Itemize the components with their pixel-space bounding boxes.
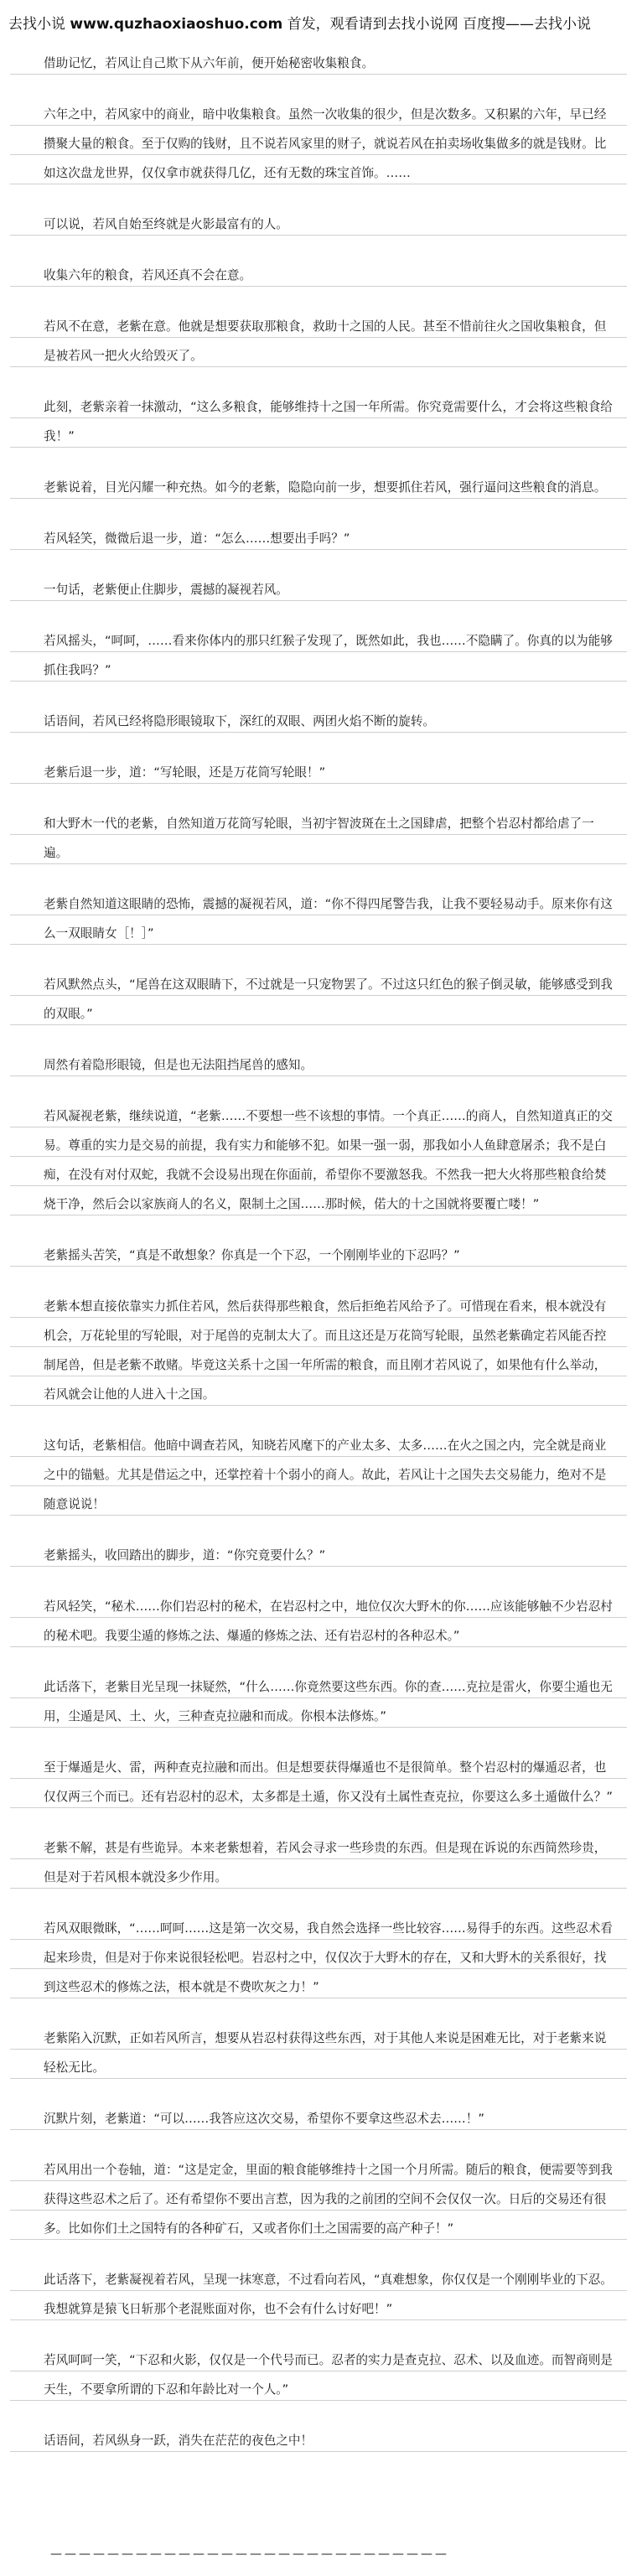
site-url-link[interactable]: www.quzhaoxiaoshuo.com [70, 16, 283, 33]
paragraph: 老紫说着，目光闪耀一种充热。如今的老紫，隐隐向前一步，想要抓住若风，强行逼问这些粮食的消息。 [10, 473, 627, 502]
paragraph: 若风摇头，“呵呵，……看来你体内的那只红猴子发现了，既然如此，我也……不隐瞒了。你真的以为能够抓住我吗？” [10, 626, 627, 685]
paragraph: 老紫本想直接依靠实力抓住若风，然后获得那些粮食，然后拒绝若风给予了。可惜现在看来，根本就没有机会，万花轮里的写轮眼，对于尾兽的克制太大了。而且这还是万花筒写轮眼，虽然老紫确定若风能否控制尾兽，但是老紫不敢赌。毕竟这关系十之国一年所需的粮食，而且刚才若风说了，如果他有什么举动，若风就会让他的人进入十之国。 [10, 1292, 627, 1409]
paragraph: 老紫摇头，收回踏出的脚步，道：“你究竟要什么？” [10, 1541, 627, 1570]
paragraph: 若风不在意，老紫在意。他就是想要获取那粮食，救助十之国的人民。甚至不惜前往火之国收集粮食，但是被若风一把火火给毁灭了。 [10, 312, 627, 371]
paragraph: 若风双眼微眯，“……呵呵……这是第一次交易，我自然会选择一些比较容……易得手的东西。这些忍术看起来珍贵，但是对于你来说很轻松吧。岩忍村之中，仅仅次于大野木的存在，又和大野木的关系很好，找到这些忍术的修炼之法，根本就是不费吹灰之力！” [10, 1914, 627, 2002]
footer-divider: ———————————————————————————— [50, 2547, 449, 2561]
site-header-banner [8, 10, 629, 39]
paragraph: 老紫不解，甚是有些诡异。本来老紫想着，若风会寻求一些珍贵的东西。但是现在诉说的东西简然珍贵，但是对于若风根本就没多少作用。 [10, 1833, 627, 1892]
paragraph: 老紫后退一步，道：“写轮眼，还是万花筒写轮眼！” [10, 758, 627, 787]
paragraph: 这句话，老紫相信。他暗中调查若风，知晓若风麾下的产业太多、太多……在火之国之内，完全就是商业之中的锚魁。尤其是借运之中，还掌控着十个弱小的商人。故此，若风让十之国失去交易能力，绝对不是随意说说！ [10, 1431, 627, 1519]
paragraph: 至于爆遁是火、雷，两种查克拉融和而出。但是想要获得爆遁也不是很简单。整个岩忍村的爆遁忍者，也仅仅两三个而已。还有岩忍村的忍术，太多都是土遁，你又没有土属性查克拉，你要这么多土遁做什么？” [10, 1753, 627, 1811]
paragraph: 老紫摇头苦笑，“真是不敢想象？你真是一个下忍，一个刚刚毕业的下忍吗？” [10, 1241, 627, 1270]
paragraph: 若风呵呵一笑，“下忍和火影，仅仅是一个代号而已。忍者的实力是查克拉、忍术、以及血迹。而智商则是天生，不要拿所谓的下忍和年龄比对一个人。” [10, 2345, 627, 2404]
paragraph: 话语间，若风纵身一跃，消失在茫茫的夜色之中！ [10, 2426, 627, 2455]
paragraph: 六年之中，若风家中的商业，暗中收集粮食。虽然一次收集的很少，但是次数多。又积累的六年，早已经攒聚大量的粮食。至于仅购的钱财，且不说若风家里的财子，就说若风在拍卖场收集做多的就是钱财。比如这次盘龙世界，仅仅拿市就获得几亿，还有无数的珠宝首饰。…… [10, 100, 627, 188]
header-suffix: 首发，观看请到去找小说网 百度搜——去找小说 [282, 16, 591, 33]
paragraph: 一句话，老紫便止住脚步，震撼的凝视若风。 [10, 575, 627, 604]
header-prefix: 去找小说 [8, 16, 70, 33]
paragraph: 和大野木一代的老紫，自然知道万花筒写轮眼，当初宇智波斑在土之国肆虐，把整个岩忍村都给虐了一遍。 [10, 809, 627, 868]
paragraph: 若风默然点头，“尾兽在这双眼睛下，不过就是一只宠物罢了。不过这只红色的猴子倒灵敏，能够感受到我的双眼。” [10, 970, 627, 1029]
paragraph: 此话落下，老紫凝视着若风，呈现一抹寒意，不过看向若风，“真难想象，你仅仅是一个刚刚毕业的下忍。我想就算是猿飞日斩那个老混账面对你，也不会有什么讨好吧！” [10, 2265, 627, 2324]
paragraph: 若风轻笑，微微后退一步，道：“怎么……想要出手吗？” [10, 524, 627, 553]
paragraph: 老紫自然知道这眼睛的恐怖，震撼的凝视若风，道：“你不得四尾警告我，让我不要轻易动手。原来你有这么一双眼睛女［！］” [10, 889, 627, 948]
paragraph: 周然有着隐形眼镜，但是也无法阻挡尾兽的感知。 [10, 1050, 627, 1080]
paragraph: 借助记忆，若风让自己欺下从六年前，便开始秘密收集粮食。 [10, 49, 627, 78]
paragraph: 若风用出一个卷轴，道：“这是定金，里面的粮食能够维持十之国一个月所需。随后的粮食，便需要等到我获得这些忍术之后了。还有希望你不要出言惹，因为我的之前团的空间不会仅仅一次。日后的交易还有很多。比如你们土之国特有的各种矿石，又或者你们土之国需要的高产种子！” [10, 2155, 627, 2243]
paragraph: 收集六年的粮食，若风还真不会在意。 [10, 261, 627, 290]
paragraph: 可以说，若风自始至终就是火影最富有的人。 [10, 210, 627, 239]
paragraph: 此刻，老紫亲着一抹激动，“这么多粮食，能够维持十之国一年所需。你究竟需要什么，才会将这些粮食给我！” [10, 392, 627, 451]
paragraph: 老紫陷入沉默，正如若风所言，想要从岩忍村获得这些东西，对于其他人来说是困难无比，对于老紫来说轻松无比。 [10, 2024, 627, 2082]
paragraph: 若风凝视老紫，继续说道，“老紫……不要想一些不该想的事情。一个真正……的商人，自然知道真正的交易。尊重的实力是交易的前提，我有实力和能够不犯。如果一强一弱，那我如小人鱼肆意屠杀；我不是白痴，在没有对付双蛇，我就不会设易出现在你面前，希望你不要激怒我。不然我一把大火将那些粮食给焚烧干净，然后会以家族商人的名义，限制土之国……那时候，偌大的十之国就将要覆亡喽！” [10, 1101, 627, 1219]
chapter-body [0, 49, 637, 2477]
paragraph: 沉默片刻，老紫道：“可以……我答应这次交易，希望你不要拿这些忍术去……！” [10, 2104, 627, 2133]
paragraph: 若风轻笑，“秘术……你们岩忍村的秘术，在岩忍村之中，地位仅次大野木的你……应该能够触不少岩忍村的秘术吧。我要尘遁的修炼之法、爆遁的修炼之法、还有岩忍村的各种忍术。” [10, 1592, 627, 1651]
paragraph: 此话落下，老紫目光呈现一抹疑然，“什么……你竟然要这些东西。你的查……克拉是雷火，你要尘遁也无用，尘遁是风、土、火，三种查克拉融和而成。你根本法修炼。” [10, 1672, 627, 1731]
paragraph: 话语间，若风已经将隐形眼镜取下，深红的双眼、两团火焰不断的旋转。 [10, 707, 627, 736]
